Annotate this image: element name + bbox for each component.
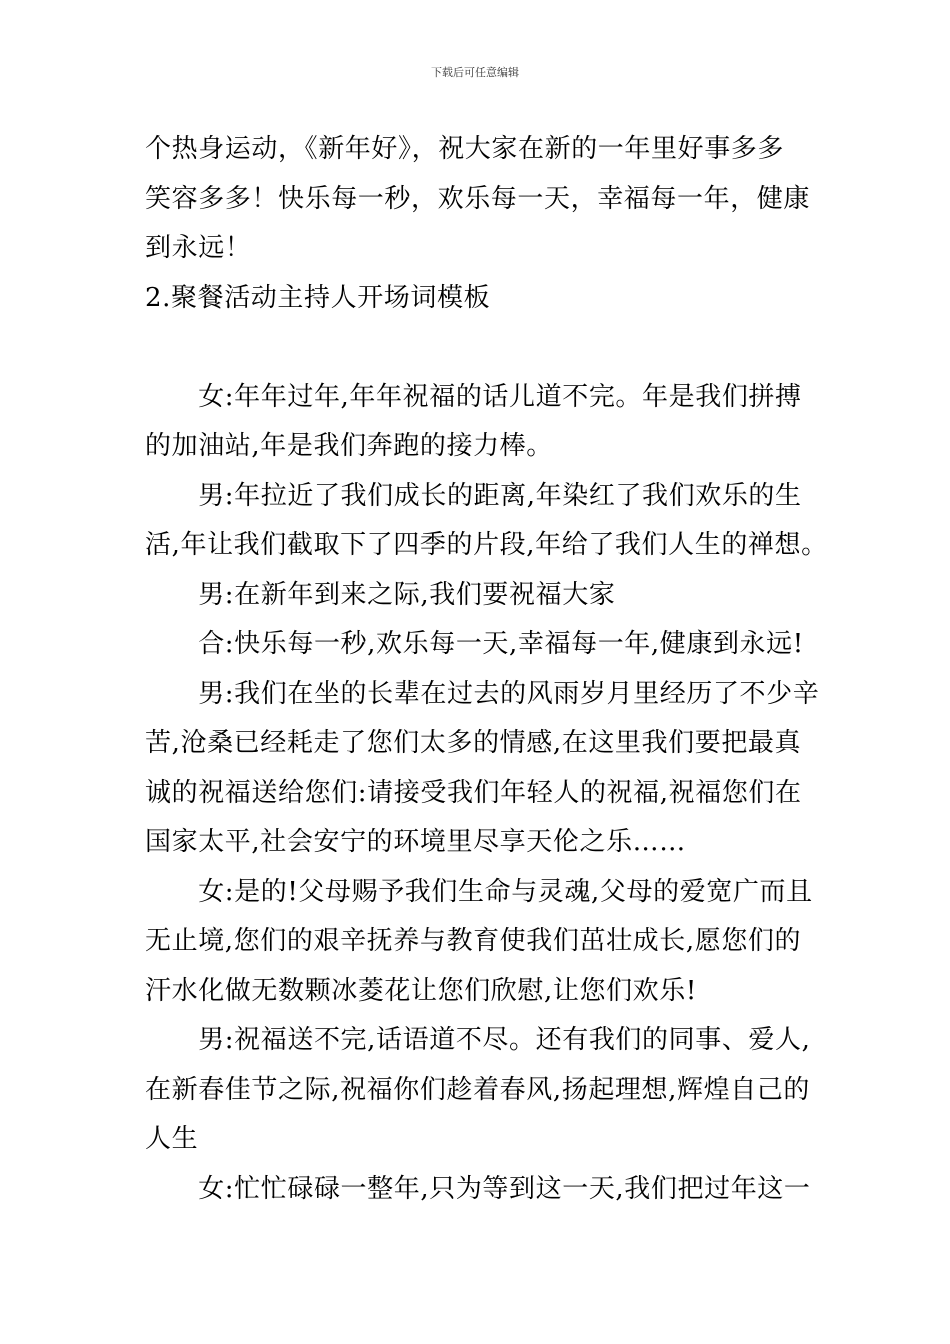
text-line: 男:祝福送不完,话语道不尽。还有我们的同事、爱人, xyxy=(145,1025,811,1055)
text-line: 到永远！ xyxy=(145,233,252,263)
page-header xyxy=(0,66,950,80)
text-line: 男:年拉近了我们成长的距离,年染红了我们欢乐的生 xyxy=(145,480,802,511)
text-line: 汗水化做无数颗冰菱花让您们欣慰,让您们欢乐! xyxy=(145,975,697,1006)
text-line: 国家太平,社会安宁的环境里尽享天伦之乐…… xyxy=(145,827,686,857)
text-line: 男:我们在坐的长辈在过去的风雨岁月里经历了不少辛 xyxy=(145,678,820,709)
document-body xyxy=(145,125,828,1214)
text-line: 人生 xyxy=(145,1124,199,1154)
text-line: 苦,沧桑已经耗走了您们太多的情感,在这里我们要把最真 xyxy=(145,728,802,758)
text-line: 诚的祝福送给您们:请接受我们年轻人的祝福,祝福您们在 xyxy=(145,777,802,808)
text-line: 笑容多多！快乐每一秒，欢乐每一天，幸福每一年，健康 xyxy=(145,183,811,214)
text-line: 活,年让我们截取下了四季的片段,年给了我们人生的禅想。 xyxy=(145,530,828,560)
text-line: 无止境,您们的艰辛抚养与教育使我们茁壮成长,愿您们的 xyxy=(145,926,802,956)
section-heading: 2.聚餐活动主持人开场词模板 xyxy=(145,282,491,313)
text-line: 男:在新年到来之际,我们要祝福大家 xyxy=(145,579,616,610)
page-header-text: 下载后可任意编辑 xyxy=(431,66,519,79)
text-line: 女:忙忙碌碌一整年,只为等到这一天,我们把过年这一 xyxy=(145,1173,811,1204)
text-line: 女:是的!父母赐予我们生命与灵魂,父母的爱宽广而且 xyxy=(145,876,813,907)
text-line: 的加油站,年是我们奔跑的接力棒。 xyxy=(145,431,553,461)
blank-line xyxy=(145,323,810,373)
text-line: 在新春佳节之际,祝福你们趁着春风,扬起理想,辉煌自己的 xyxy=(145,1074,810,1105)
text-line: 个热身运动，《新年好》，祝大家在新的一年里好事多多 xyxy=(145,134,785,164)
text-line: 合:快乐每一秒,欢乐每一天,幸福每一年,健康到永远! xyxy=(145,629,804,659)
text-line: 女:年年过年,年年祝福的话儿道不完。年是我们拼搏 xyxy=(145,381,802,412)
